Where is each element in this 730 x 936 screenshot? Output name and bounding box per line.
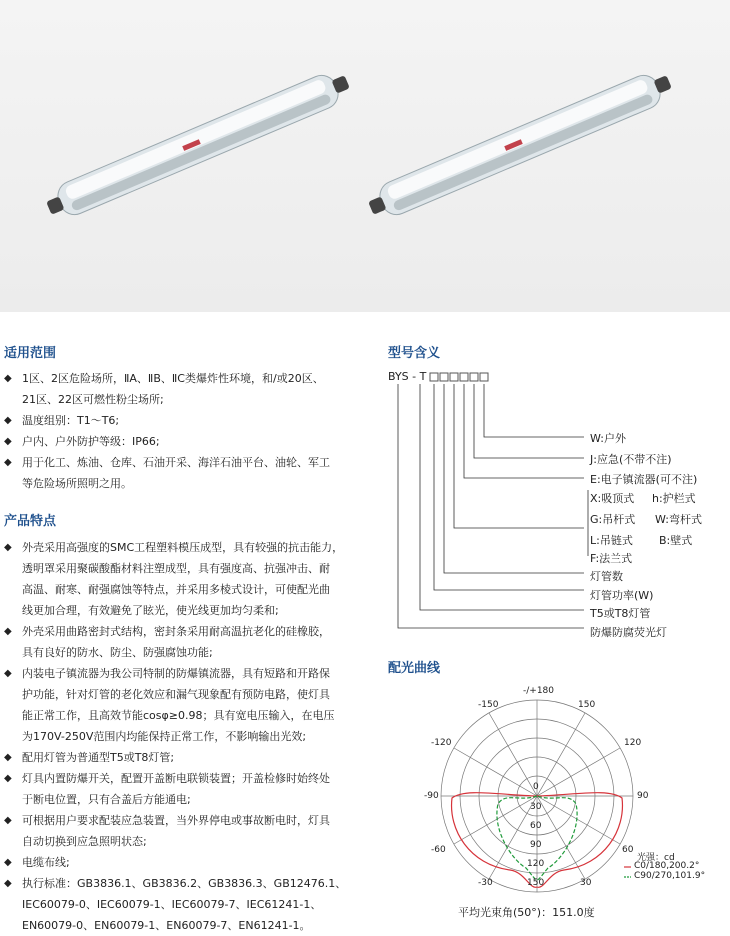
average-beam-angle: 平均光束角(50°)：151.0度: [458, 906, 595, 919]
features-title: 产品特点: [4, 514, 57, 529]
model-label-wall: B:壁式: [659, 534, 693, 547]
model-label-guardrail: h:护栏式: [652, 492, 696, 505]
list-item: ◆ 配用灯管为普通型T5或T8灯管;: [4, 747, 356, 768]
model-title: 型号含义: [388, 346, 441, 361]
model-label-product: 防爆防腐荧光灯: [590, 626, 667, 639]
model-label-tube-power: 灯管功率(W): [590, 589, 654, 602]
radial-tick-label: 120: [527, 859, 545, 869]
product-photo-banner: [0, 0, 730, 312]
legend-swatches: [624, 864, 632, 882]
applicable-range-title: 适用范围: [4, 346, 57, 361]
bullet-icon: ◆: [4, 457, 12, 468]
angle-label: -60: [431, 845, 446, 855]
model-label-flange: F:法兰式: [590, 552, 633, 565]
angle-label: 30: [580, 878, 592, 888]
angle-top-label: -/+180: [523, 686, 554, 696]
bullet-icon: ◆: [4, 436, 12, 447]
angle-label: -150: [478, 700, 499, 710]
model-label-bent-rod: W:弯杆式: [655, 513, 702, 526]
radial-tick-label: 90: [530, 840, 542, 850]
bullet-icon: ◆: [4, 773, 12, 784]
angle-label: -90: [424, 791, 439, 801]
list-item: ◆ 户内、户外防护等级：IP66;: [4, 431, 354, 452]
model-label-outdoor: W:户外: [590, 432, 626, 445]
bullet-icon: ◆: [4, 752, 12, 763]
angle-label: 60: [622, 845, 634, 855]
list-item: ◆ 可根据用户要求配装应急装置，当外界停电或事故断电时，灯具 自动切换到应急照明状态;: [4, 810, 356, 852]
bullet-icon: ◆: [4, 878, 12, 889]
radial-tick-label: 150: [527, 878, 545, 888]
model-label-tube-type: T5或T8灯管: [590, 607, 651, 620]
bullet-icon: ◆: [4, 626, 12, 637]
model-label-tube-count: 灯管数: [590, 570, 623, 583]
bullet-icon: ◆: [4, 857, 12, 868]
legend-c90: C90/270,101.9°: [634, 871, 706, 881]
model-label-emergency: J:应急(不带不注): [590, 453, 672, 466]
list-item: ◆ 外壳采用高强度的SMC工程塑料模压成型，具有较强的抗击能力， 透明罩采用聚碳酸酯材料注塑成型，具有强度高、抗强冲击、耐 高温、耐寒、耐强腐蚀等特点，并采用多棱式设计，可使配光曲 线更加合理，有效避免了眩光，使光线更加均匀柔和;: [4, 537, 356, 621]
angle-label: -120: [431, 738, 452, 748]
angle-label: -30: [478, 878, 493, 888]
model-label-chain: L:吊链式: [590, 534, 633, 547]
model-label-ceiling: X:吸顶式: [590, 492, 635, 505]
model-leader-lines: [398, 384, 588, 628]
list-item: ◆ 执行标准：GB3836.1、GB3836.2、GB3836.3、GB12476.1、 IEC60079-0、IEC60079-1、IEC60079-7、IEC61241-1、 EN60079-0、EN60079-1、EN60079-7、EN61241-1。: [4, 873, 356, 936]
angle-label: 90: [637, 791, 649, 801]
bullet-icon: ◆: [4, 542, 12, 553]
code-boxes: [430, 373, 488, 381]
model-label-pendant-rod: G:吊杆式: [590, 513, 636, 526]
radial-tick-label: 30: [530, 802, 542, 812]
bullet-icon: ◆: [4, 415, 12, 426]
bullet-icon: ◆: [4, 815, 12, 826]
angle-label: 120: [624, 738, 642, 748]
angle-label: 0: [533, 782, 539, 792]
bullet-icon: ◆: [4, 373, 12, 384]
list-item: ◆ 内装电子镇流器为我公司特制的防爆镇流器，具有短路和开路保 护功能，针对灯管的老化效应和漏气现象配有预防电路，使灯具 能正常工作，且高效节能cosφ≥0.98；具有宽电压输入，在电压 为170V-250V范围内均能保持正常工作，不影响输出光效;: [4, 663, 356, 747]
model-label-ballast: E:电子镇流器(可不注): [590, 473, 698, 486]
angle-label: 150: [578, 700, 596, 710]
bullet-icon: ◆: [4, 668, 12, 679]
legend-title: 光强：cd: [637, 853, 675, 863]
applicable-range-list: [4, 368, 354, 494]
model-code: BYS - T: [388, 370, 427, 383]
list-item: ◆ 电缆布线;: [4, 852, 356, 873]
lamp-photo-left: [28, 70, 368, 220]
lamp-photo-right: [350, 70, 690, 220]
photometry-title: 配光曲线: [388, 661, 441, 676]
list-item: ◆ 1区、2区危险场所，ⅡA、ⅡB、ⅡC类爆炸性环境，和/或20区、 21区、22区可燃性粉尘场所;: [4, 368, 354, 410]
list-item: ◆ 灯具内置防爆开关，配置开盖断电联锁装置；开盖检修时始终处 于断电位置，只有合盖后方能通电;: [4, 768, 356, 810]
legend-c0: C0/180,200.2°: [634, 861, 700, 871]
list-item: ◆ 用于化工、炼油、仓库、石油开采、海洋石油平台、油轮、军工 等危险场所照明之用。: [4, 452, 354, 494]
radial-tick-label: 60: [530, 821, 542, 831]
features-list: [4, 537, 356, 936]
list-item: ◆ 温度组别：T1～T6;: [4, 410, 354, 431]
list-item: ◆ 外壳采用曲路密封式结构，密封条采用耐高温抗老化的硅橡胶， 具有良好的防水、防尘、防强腐蚀功能;: [4, 621, 356, 663]
